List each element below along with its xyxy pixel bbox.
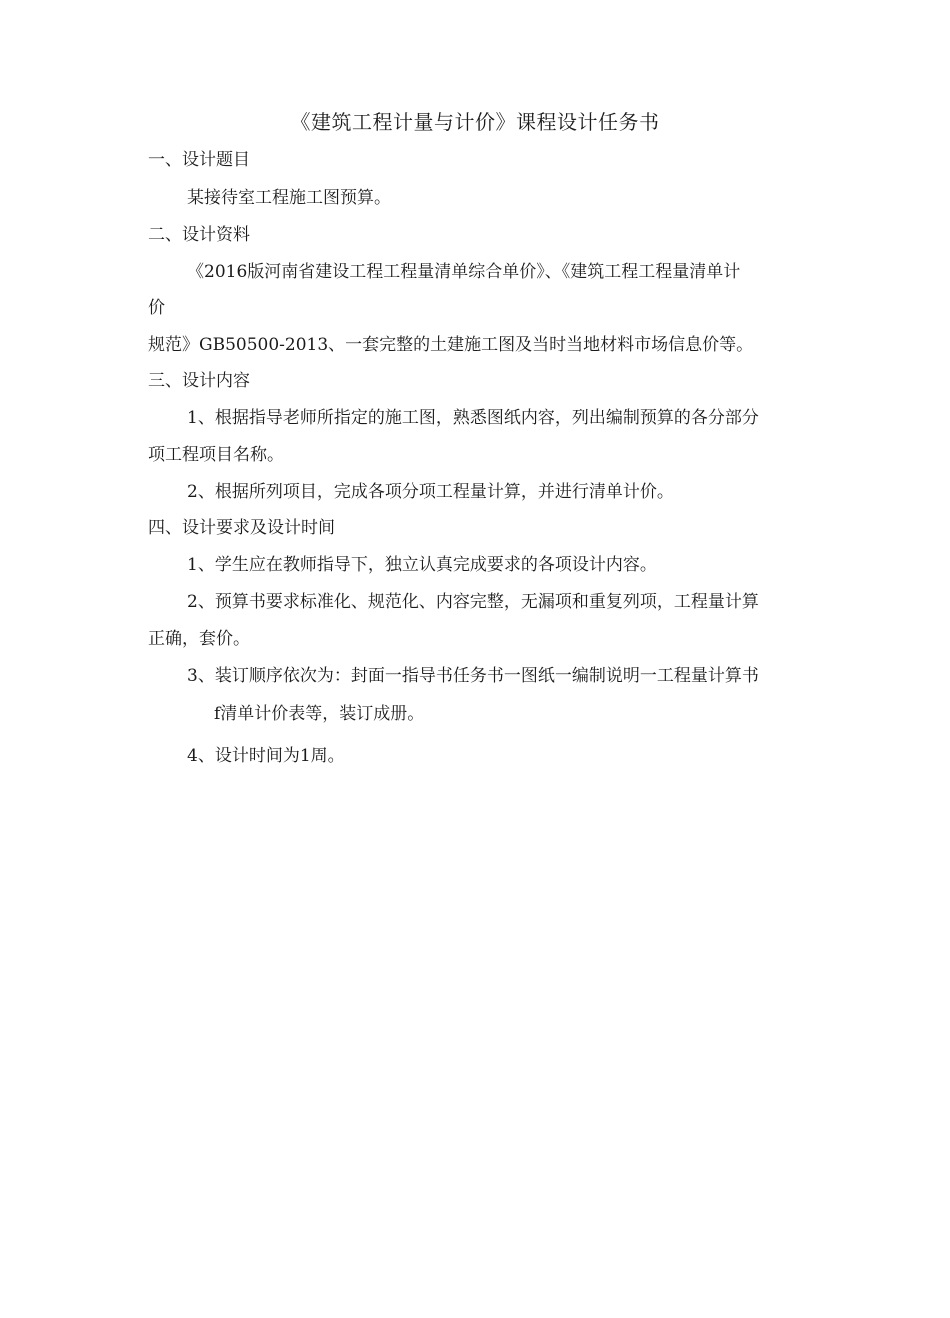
requirements-item-4: 4、设计时间为1周。 xyxy=(187,746,345,766)
design-materials-line-3: 规范》GB50500-2013、一套完整的土建施工图及当时当地材料市场信息价等。 xyxy=(148,335,754,355)
design-materials-line-1: 《2016版河南省建设工程工程量清单综合单价》、《建筑工程工程量清单计 xyxy=(187,262,741,282)
design-content-item-1-line-2: 项工程项目名称。 xyxy=(148,445,284,465)
design-topic-text: 某接待室工程施工图预算。 xyxy=(187,188,391,208)
requirements-item-1: 1、学生应在教师指导下，独立认真完成要求的各项设计内容。 xyxy=(187,555,657,575)
design-materials-line-2: 价 xyxy=(148,298,165,318)
section-heading-design-materials: 二、设计资料 xyxy=(148,225,250,245)
requirements-item-2-line-2: 正确，套价。 xyxy=(148,629,250,649)
requirements-item-3-line-1: 3、装订顺序依次为：封面一指导书任务书一图纸一编制说明一工程量计算书 xyxy=(187,666,759,686)
design-content-item-1-line-1: 1、根据指导老师所指定的施工图，熟悉图纸内容，列出编制预算的各分部分 xyxy=(187,408,759,428)
requirements-item-2-line-1: 2、预算书要求标准化、规范化、内容完整，无漏项和重复列项，工程量计算 xyxy=(187,592,759,612)
requirements-item-3-line-2: f清单计价表等，装订成册。 xyxy=(214,704,425,724)
document-title: 《建筑工程计量与计价》课程设计任务书 xyxy=(290,110,660,134)
section-heading-design-topic: 一、设计题目 xyxy=(148,150,250,170)
design-content-item-2: 2、根据所列项目，完成各项分项工程量计算，并进行清单计价。 xyxy=(187,482,674,502)
section-heading-requirements-time: 四、设计要求及设计时间 xyxy=(148,518,335,538)
section-heading-design-content: 三、设计内容 xyxy=(148,371,250,391)
